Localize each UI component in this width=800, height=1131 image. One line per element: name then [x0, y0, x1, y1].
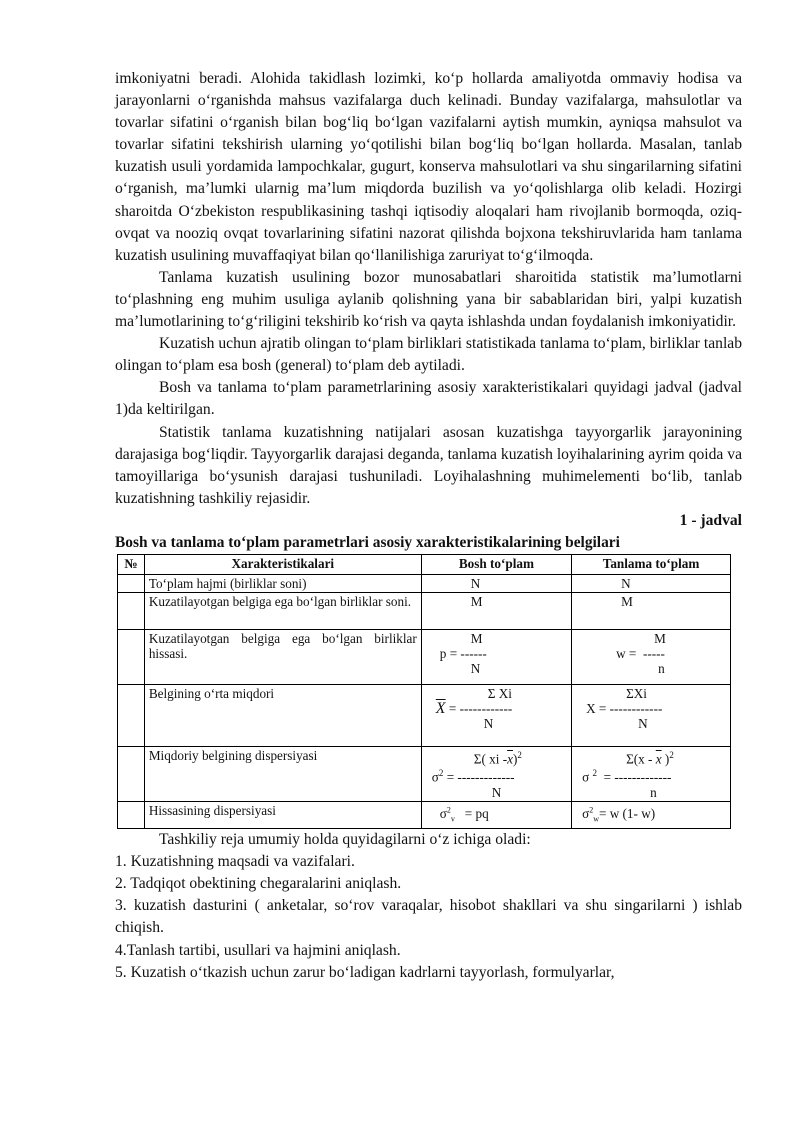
table-row: [118, 747, 731, 802]
number-cell: [118, 575, 145, 593]
document-page: [115, 68, 742, 984]
list-item: 3. kuzatish dasturini ( anketalar, so‘rov varaqalar, hisobot shakllari va shu singarilarni ) ishlab chiqish.: [115, 897, 742, 937]
number-cell: [118, 630, 145, 685]
characteristic-cell: To‘plam hajmi (birliklar soni): [144, 575, 421, 593]
variance-formula: Σ( xi $-\overline{x})^2$ $\sigma^2$ = ------------- N: [431, 750, 522, 800]
variance-formula: $\Sigma(x - \overline{x}$ )$^2$ σ $^2$ = ------------- n: [582, 750, 674, 800]
header-characteristics: Xarakteristikalari: [144, 555, 421, 575]
table-label: 1 - jadval: [679, 511, 742, 529]
characteristic-cell: Belgining o‘rta miqdori: [144, 685, 421, 747]
number-cell: [118, 685, 145, 747]
paragraph: Tashkiliy reja umumiy holda quyidagilarni o‘z ichiga oladi:: [159, 831, 531, 849]
general-cell: [421, 630, 571, 685]
number-cell: [118, 802, 145, 829]
proportion-variance-formula: $\sigma^2_w= w$ (1- w): [582, 806, 656, 825]
sample-cell: N: [572, 575, 731, 593]
list-item: 2. Tadqiqot obektining chegaralarini aniqlash.: [115, 875, 402, 893]
characteristic-cell: Hissasining dispersiyasi: [144, 802, 421, 829]
general-cell: M: [421, 593, 571, 630]
general-cell: [421, 685, 571, 747]
table-row: [118, 685, 731, 747]
table-title: Bosh va tanlama to‘plam parametrlari asosiy xarakteristikalarining belgilari: [115, 533, 620, 551]
proportion-formula: M p = ------ N: [439, 631, 487, 677]
number-cell: [118, 593, 145, 630]
sample-cell: [572, 630, 731, 685]
paragraph: Statistik tanlama kuzatishning natijalari asosan kuzatishga tayyorgarlik jarayonining darajasiga bog‘liqdir. Tayyorgarlik darajasi deganda, tanlama kuzatish loyihalarining ayrim qoida va tamoyillariga bo‘ysunish darajasi tushuniladi. Loyihalashning muhimelementi bo‘lib, tanlab kuzatishning tashkiliy rejasidir.: [115, 423, 742, 507]
table-row: [118, 802, 731, 829]
general-cell: [421, 747, 571, 802]
sample-cell: [572, 802, 731, 829]
general-cell: [421, 802, 571, 829]
paragraph: Kuzatish uchun ajratib olingan to‘plam birliklari statistikada tanlama to‘plam, birliklar tanlab olingan to‘plam esa bosh (general) to‘plam deb aytiladi.: [115, 335, 742, 375]
mean-formula: ΣXi X = ------------ N: [586, 686, 663, 732]
characteristics-table: [117, 554, 731, 829]
characteristic-cell: Miqdoriy belgining dispersiyasi: [144, 747, 421, 802]
sample-cell: [572, 685, 731, 747]
sample-cell: M: [572, 593, 731, 630]
paragraph: Tanlama kuzatish usulining bozor munosabatlari sharoitida statistik ma’lumotlarni to‘plashning eng muhim usuliga aylanib qolishning yana bir sabablaridan biri, yalpi kuzatish ma’lumotlarining to‘g‘riligini tekshirib ko‘rish va qayta ishlashda undan foydalanish imkoniyatidir.: [115, 268, 742, 331]
sample-cell: [572, 747, 731, 802]
characteristic-cell: Kuzatilayotgan belgiga ega bo‘lgan birliklar soni.: [144, 593, 421, 630]
proportion-formula: M w = ----- n: [616, 631, 666, 677]
list-item: 1. Kuzatishning maqsadi va vazifalari.: [115, 853, 355, 871]
paragraph: imkoniyatni beradi. Alohida takidlash lozimki, ko‘p hollarda amaliyotda ommaviy hodisa va jarayonlarni o‘rganishda mahsus vazifalarga duch kelinadi. Bunday vazifalarga, mahsulotlar va tovarlar sifatini o‘rganish bilan bog‘liq bo‘lgan vazifalarni aytish mumkin, ayniqsa mahsulot va tovarlar sifatini tekshirish ularning yo‘qotilishi bilan bog‘liq bo‘lgan hollarda. Masalan, tanlab kuzatish usuli yordamida lampochkalar, gugurt, konserva mahsulotlari va shu singarilarning sifatini o‘rganish, ma’lumki ularnig ma’lum miqdorda buzilish va yo‘qolishlarga olib keladi. Hozirgi sharoitda O‘zbekiston respublikasining tashqi iqtisodiy aloqalari ham rivojlanib bormoqda, oziq-ovqat va nooziq ovqat tovarlarining sifatini nazorat qilishda bojxona tekshiruvlarida ham tanlama kuzatish usulining muvaffaqiyat bilan qo‘llanilishiga zaruriyat to‘g‘ilmoqda.: [115, 70, 742, 264]
table-row: [118, 575, 731, 593]
header-general-population: Bosh to‘plam: [421, 555, 571, 575]
number-cell: [118, 747, 145, 802]
table-header-row: [118, 555, 731, 575]
list-item: 5. Kuzatish o‘tkazish uchun zarur bo‘ladigan kadrlarni tayyorlash, formulyarlar,: [115, 963, 615, 981]
table-row: [118, 630, 731, 685]
general-cell: N: [421, 575, 571, 593]
list-item: 4.Tanlash tartibi, usullari va hajmini aniqlash.: [115, 941, 401, 959]
characteristic-cell: Kuzatilayotgan belgiga ega bo‘lgan birliklar hissasi.: [144, 630, 421, 685]
paragraph: Bosh va tanlama to‘plam parametrlarining asosiy xarakteristikalari quyidagi jadval (jadval 1)da keltirilgan.: [115, 379, 742, 419]
proportion-variance-formula: $\sigma^2_v$ = pq: [439, 806, 489, 825]
header-sample-population: Tanlama to‘plam: [572, 555, 731, 575]
header-number: №: [118, 555, 145, 575]
table-row: [118, 593, 731, 630]
plan-list: [115, 851, 742, 984]
mean-formula: Σ Xi $\overline{X}$ = ------------ N: [435, 686, 513, 732]
